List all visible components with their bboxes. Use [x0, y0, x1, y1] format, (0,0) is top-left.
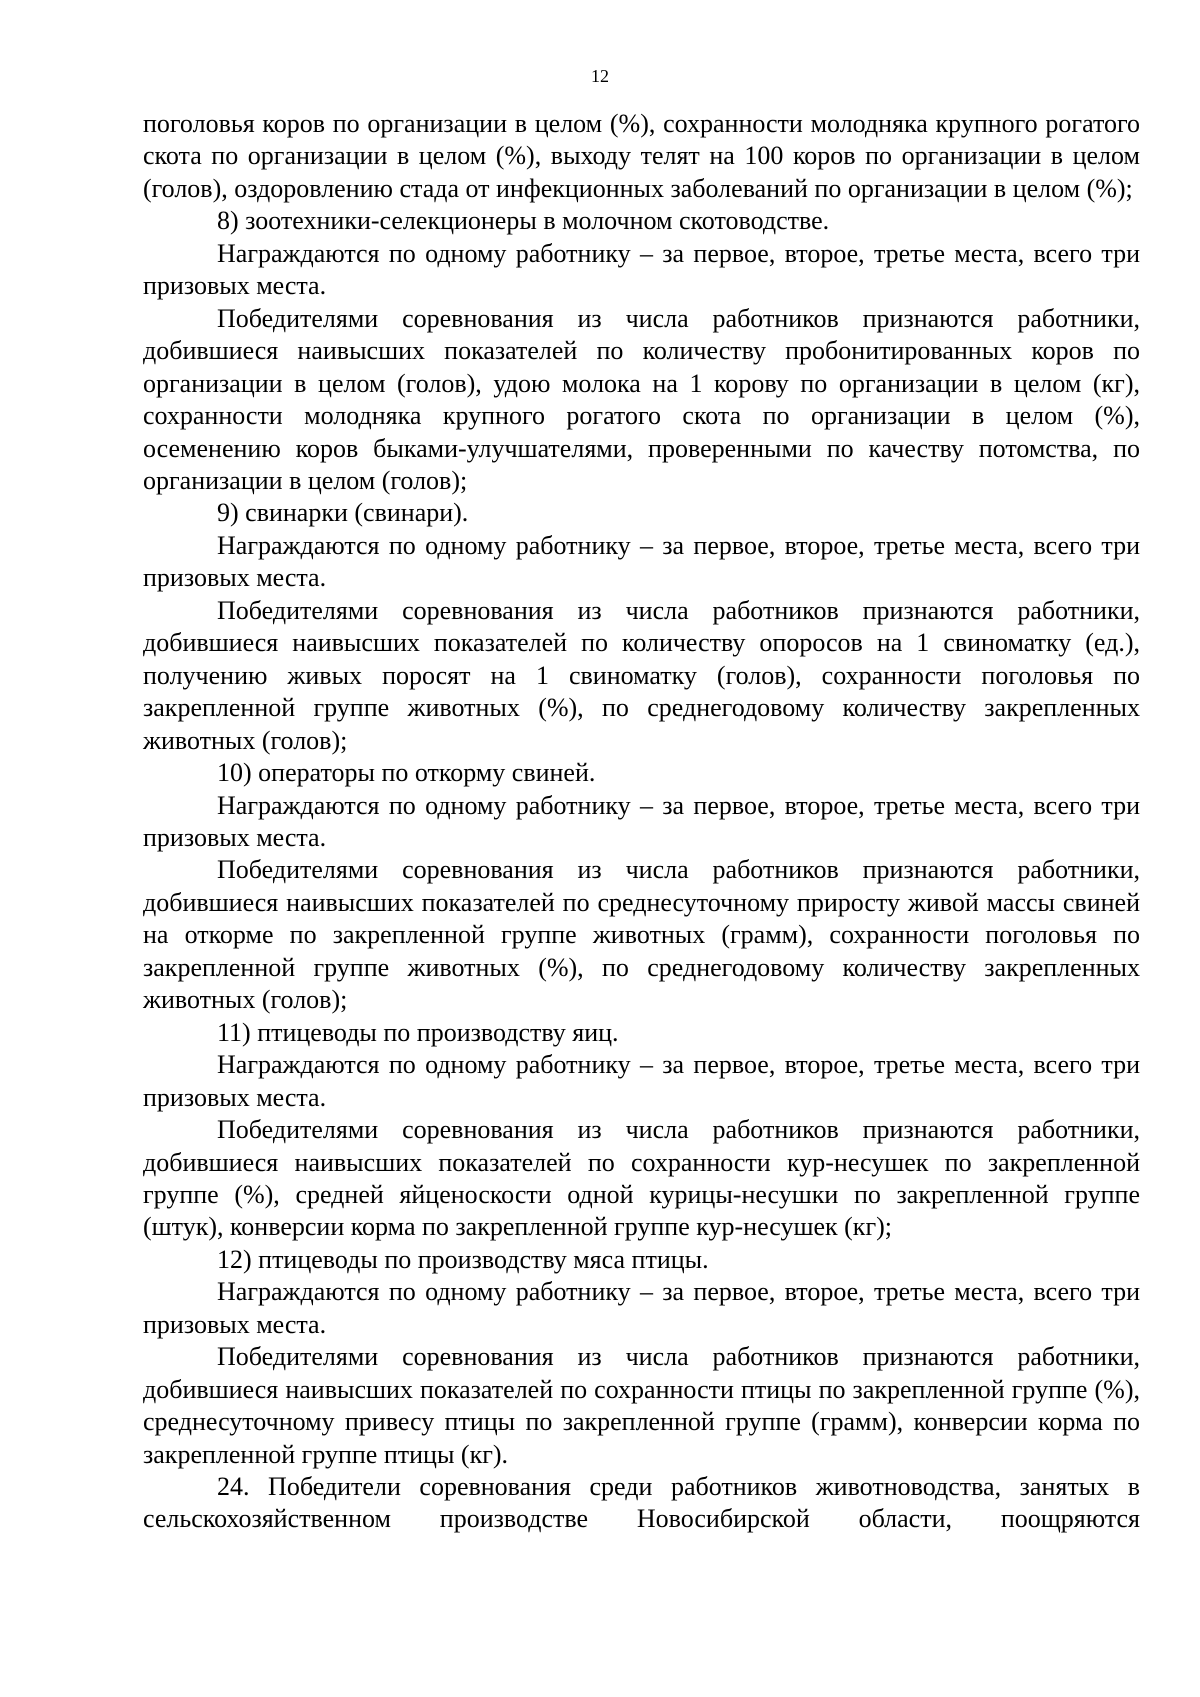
paragraph: Награждаются по одному работнику – за первое, второе, третье места, всего три призовых места.: [143, 1050, 1140, 1112]
paragraph: поголовья коров по организации в целом (%), сохранности молодняка крупного рогатого скота по организации в целом (%), выходу телят на 100 коров по организации в целом (голов), оздоровлению стада от инфекционных заболеваний по организации в целом (%);: [143, 109, 1140, 203]
paragraph: Награждаются по одному работнику – за первое, второе, третье места, всего три призовых места.: [143, 530, 1140, 593]
list-item-heading: 8) зоотехники-селекционеры в молочном скотоводстве.: [217, 206, 830, 236]
paragraph: Победителями соревнования из числа работников признаются работники, добившиеся наивысших показателей по количеству опоросов на 1 свиноматку (ед.), получению живых поросят на 1 свиноматку (голов), сохранности поголовья по закрепленной группе животных (%), по среднегодовому количеству закрепленных животных (голов);: [143, 595, 1140, 755]
paragraph: Победителями соревнования из числа работников признаются работники, добившиеся наивысших показателей по сохранности кур-несушек по закрепленной группе (%), средней яйценоскости одной курицы-несушки по закрепленной группе (штук), конверсии корма по закрепленной группе кур-несушек (кг);: [143, 1115, 1140, 1242]
list-item-heading: 12) птицеводы по производству мяса птицы.: [217, 1244, 709, 1274]
page-number: 12: [591, 66, 609, 86]
paragraph: Победителями соревнования из числа работников признаются работники, добившиеся наивысших показателей по сохранности птицы по закрепленной группе (%), среднесуточному привесу птицы по закрепленной группе (грамм), конверсии корма по закрепленной группе птицы (кг).: [143, 1342, 1140, 1469]
paragraph: Победителями соревнования из числа работников признаются работники, добившиеся наивысших показателей по среднесуточному приросту живой массы свиней на откорме по закрепленной группе животных (грамм), сохранности поголовья по закрепленной группе животных (%), по среднегодовому количеству закрепленных животных (голов);: [143, 855, 1140, 1015]
paragraph: Награждаются по одному работнику – за первое, второе, третье места, всего три призовых места.: [143, 1277, 1140, 1339]
document-body: [143, 108, 1140, 1536]
list-item-heading: 10) операторы по откорму свиней.: [217, 758, 596, 788]
paragraph: Награждаются по одному работнику – за первое, второе, третье места, всего три призовых места.: [143, 238, 1140, 301]
paragraph: Награждаются по одному работнику – за первое, второе, третье места, всего три призовых места.: [143, 790, 1140, 852]
paragraph: Победителями соревнования из числа работников признаются работники, добившиеся наивысших показателей по количеству пробонитированных коров по организации в целом (голов), удою молока на 1 корову по организации в целом (кг), сохранности молодняка крупного рогатого скота по организации в целом (%), осеменению коров быками-улучшателями, проверенными по качеству потомства, по организации в целом (голов);: [143, 303, 1140, 495]
list-item-heading: 11) птицеводы по производству яиц.: [217, 1017, 619, 1047]
section-paragraph: 24. Победители соревнования среди работников животноводства, занятых в сельскохозяйственном производстве Новосибирской области, поощряются: [143, 1472, 1140, 1534]
list-item-heading: 9) свинарки (свинари).: [217, 498, 469, 528]
